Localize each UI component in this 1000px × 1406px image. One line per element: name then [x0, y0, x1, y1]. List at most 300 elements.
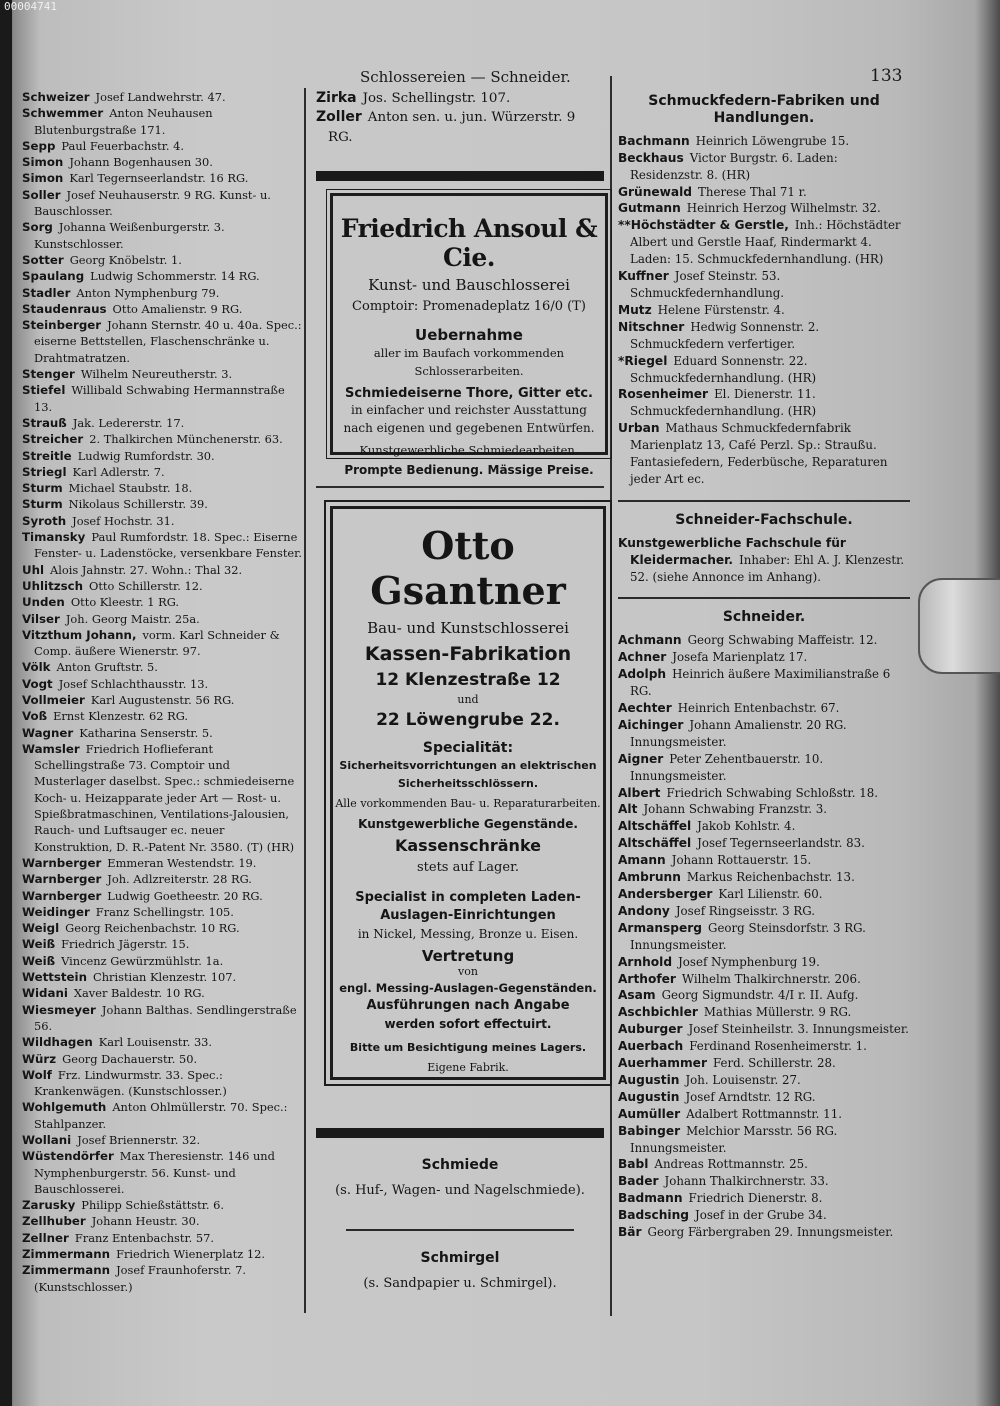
- directory-entry: [22, 105, 302, 138]
- directory-entry: [618, 920, 910, 954]
- entry-text: Anton Gruftstr. 5.: [56, 660, 158, 675]
- entry-text: Joh. Louisenstr. 27.: [685, 1072, 801, 1087]
- directory-entry: [22, 692, 302, 708]
- directory-entry: [22, 627, 302, 660]
- entry-name: Augustin: [618, 1089, 680, 1104]
- entry-text: Josef Tegernseerlandstr. 83.: [697, 836, 865, 851]
- directory-entry: [618, 649, 910, 666]
- directory-entry: [22, 855, 302, 871]
- entry-name: **Höchstädter & Gerstle,: [618, 218, 789, 233]
- entry-name: Andony: [618, 903, 670, 918]
- ad-line: von: [458, 965, 478, 978]
- entry-name: Vogt: [22, 676, 53, 691]
- entry-name: Babl: [618, 1157, 649, 1172]
- entry-text: Heinrich Herzog Wilhelmstr. 32.: [686, 201, 881, 216]
- entry-text: Johann Rottauerstr. 15.: [671, 853, 812, 868]
- entry-name: Auerbach: [618, 1039, 684, 1054]
- entry-text: Paul Feuerbachstr. 4.: [61, 138, 184, 153]
- directory-entry: [618, 700, 910, 717]
- entry-name: Vollmeier: [22, 692, 85, 707]
- entry-text: Josef Nymphenburg 19.: [678, 954, 820, 969]
- entry-name: Uhl: [22, 562, 45, 577]
- entry-text: Karl Lilienstr. 60.: [718, 886, 823, 901]
- entry-name: Simon: [22, 171, 64, 186]
- entry-text: Heinrich Entenbachstr. 67.: [677, 701, 840, 715]
- entry-name: Badsching: [618, 1208, 689, 1223]
- directory-entry: [22, 1067, 302, 1100]
- entry-name: Bader: [618, 1174, 659, 1189]
- directory-entry: [22, 301, 302, 317]
- directory-entry: [22, 382, 302, 415]
- entry-name: Achmann: [618, 633, 682, 648]
- entry-name: Wollani: [22, 1133, 72, 1147]
- entry-name: Armansperg: [618, 920, 703, 935]
- directory-entry: [22, 219, 302, 252]
- directory-entry: [316, 108, 604, 147]
- entry-text: Johann Bogenhausen 30.: [69, 155, 213, 170]
- entry-name: Widani: [22, 986, 68, 1001]
- entry-name: Aichinger: [618, 717, 684, 732]
- entry-name: Wüstendörfer: [22, 1149, 114, 1164]
- entry-text: Helene Fürstenstr. 4.: [657, 302, 785, 317]
- ad-firm-name: Otto Gsantner: [370, 523, 566, 613]
- directory-entry: [618, 319, 910, 353]
- entry-text: Josef Hochstr. 31.: [72, 513, 175, 528]
- entry-text: Katharina Senserstr. 5.: [79, 725, 213, 740]
- entry-name: Babinger: [618, 1123, 681, 1138]
- entry-name: Wettstein: [22, 970, 87, 985]
- entry-name: Achner: [618, 650, 667, 665]
- page-number: 133: [870, 66, 903, 86]
- entry-name: Augustin: [618, 1072, 680, 1087]
- directory-entry: [22, 676, 302, 692]
- entry-name: Weiß: [22, 937, 56, 952]
- entry-name: Völk: [22, 660, 51, 675]
- ad-line: 12 Klenzestraße 12: [375, 670, 561, 690]
- ad-line: Bau- und Kunstschlosserei: [367, 619, 569, 637]
- directory-entry: [618, 1156, 910, 1173]
- directory-entry: [22, 1148, 302, 1197]
- thick-rule: [316, 171, 604, 181]
- entry-text: Johanna Weißenburgerstr. 3. Kunstschlosser.: [34, 220, 225, 251]
- entry-text: Josef Schlachthausstr. 13.: [58, 676, 209, 691]
- directory-entry: [22, 611, 302, 627]
- entry-text: Ferdinand Rosenheimerstr. 1.: [689, 1039, 867, 1054]
- section-subheading: (s. Sandpapier u. Schmirgel).: [363, 1275, 557, 1291]
- directory-entry: [22, 415, 302, 431]
- thin-rule: [618, 597, 910, 599]
- directory-entry: [22, 1002, 302, 1035]
- directory-entry: [618, 751, 910, 785]
- entry-text: Johann Balthas. Sendlingerstraße 56.: [34, 1002, 297, 1033]
- directory-entry: [618, 535, 910, 586]
- directory-entry: [22, 741, 302, 855]
- directory-entry: [22, 920, 302, 936]
- directory-entry: [22, 138, 302, 154]
- ad-firm-name: Friedrich Ansoul & Cie.: [340, 214, 598, 272]
- section-heading-schmirgel: Schmirgel: [420, 1249, 500, 1266]
- entry-name: Zimmermann: [22, 1263, 111, 1278]
- directory-entry: [618, 852, 910, 869]
- entry-text: Georg Schwabing Maffeistr. 12.: [687, 633, 878, 648]
- entry-name: Zimmermann: [22, 1247, 111, 1262]
- entry-text: Georg Knöbelstr. 1.: [69, 252, 182, 267]
- entry-text: Friedrich Wienerplatz 12.: [116, 1247, 265, 1262]
- entry-name: Streicher: [22, 432, 84, 447]
- entry-name: Uhlitzsch: [22, 578, 83, 593]
- entry-name: Urban: [618, 421, 660, 436]
- thin-rule: [316, 486, 604, 488]
- directory-entry: [618, 1072, 910, 1089]
- entry-text: Philipp Schießstättstr. 6.: [81, 1198, 225, 1213]
- entry-text: Ernst Klenzestr. 62 RG.: [53, 709, 189, 724]
- entry-name: Weidinger: [22, 904, 90, 919]
- ad-line: Prompte Bedienung. Mässige Preise.: [344, 463, 594, 477]
- column-divider-left: [304, 88, 306, 1313]
- ad-line: Schmiedeiserne Thore, Gitter etc.: [344, 386, 593, 401]
- entry-text: Ludwig Goetheestr. 20 RG.: [107, 888, 263, 903]
- directory-entry: [618, 954, 910, 971]
- advertisement-ansoul: [330, 193, 608, 477]
- directory-entry: [618, 1004, 910, 1021]
- entry-text: Ferd. Schillerstr. 28.: [712, 1056, 836, 1071]
- entry-name: Altschäffel: [618, 836, 692, 851]
- entry-name: Arnhold: [618, 954, 673, 969]
- entry-text: Mathaus Schmuckfedernfabrik Marienplatz 13, Café Perzl. Sp.: Straußu. Fantasiefedern, Federbüsche, Reparaturen jeder Art ec.: [630, 421, 888, 486]
- directory-entry: [22, 936, 302, 952]
- entry-text: Alois Jahnstr. 27. Wohn.: Thal 32.: [50, 562, 243, 577]
- entry-text: Josef Neuhauserstr. 9 RG. Kunst- u. Bauschlosser.: [34, 187, 271, 219]
- ad-line: in Nickel, Messing, Bronze u. Eisen.: [357, 927, 579, 941]
- directory-entry: [618, 353, 910, 387]
- directory-entry: [618, 1190, 910, 1207]
- section-heading: Schmuckfedern-Fabriken und: [648, 93, 880, 109]
- entry-name: Auerhammer: [618, 1056, 707, 1071]
- directory-entry: [618, 1089, 910, 1106]
- entry-text: Jakob Kohlstr. 4.: [697, 819, 796, 834]
- entry-name: Streitle: [22, 448, 72, 463]
- entry-text: Ludwig Rumfordstr. 30.: [77, 448, 215, 463]
- entry-name: Voß: [22, 709, 48, 724]
- ad-line: Eigene Fabrik.: [427, 1061, 509, 1074]
- entry-name: Ambrunn: [618, 870, 681, 885]
- entry-name: Aechter: [618, 701, 672, 715]
- ad-line: und: [457, 693, 479, 706]
- directory-entry: [618, 133, 910, 150]
- ad-line: Alle vorkommenden Bau- u. Reparaturarbeiten.: [335, 797, 601, 810]
- entry-name: Andersberger: [618, 886, 713, 901]
- entry-name: Rosenheimer: [618, 387, 709, 402]
- section-heading: Schneider.: [722, 609, 806, 626]
- directory-entry: [618, 217, 910, 268]
- entry-name: Gutmann: [618, 201, 681, 216]
- entry-text: Adalbert Rottmannstr. 11.: [686, 1106, 842, 1121]
- entry-text: Otto Schillerstr. 12.: [88, 578, 203, 593]
- entry-text: Johann Sternstr. 40 u. 40a. Spec.: eiserne Bettstellen, Flaschenschränke u. Drahtmatratzen.: [34, 318, 302, 365]
- directory-entry: [22, 1246, 302, 1262]
- entry-name: Sturm: [22, 481, 63, 496]
- directory-entry: [22, 1262, 302, 1295]
- directory-entry: [618, 886, 910, 903]
- entry-text: Johann Heustr. 30.: [91, 1214, 200, 1229]
- directory-entry: [618, 1106, 910, 1123]
- entry-text: Markus Reichenbachstr. 13.: [686, 870, 855, 885]
- section-heading: Handlungen.: [713, 109, 815, 126]
- entry-text: Anton Neuhausen Blutenburgstraße 171.: [34, 106, 213, 137]
- ad-line: Kassenschränke: [394, 836, 542, 855]
- entry-text: Paul Rumfordstr. 18. Spec.: Eiserne Fenster- u. Ladenstöcke, versenkbare Fenster.: [34, 530, 302, 561]
- entry-name: Strauß: [22, 415, 67, 430]
- advertisement-gsantner: [330, 506, 606, 1080]
- directory-entry: [618, 386, 910, 420]
- entry-text: Anton Nymphenburg 79.: [76, 285, 220, 300]
- entry-name: Unden: [22, 595, 65, 610]
- entry-text: Karl Louisenstr. 33.: [98, 1035, 213, 1050]
- entry-name: *Riegel: [618, 353, 668, 368]
- directory-entry: [22, 513, 302, 529]
- entry-text: El. Dienerstr. 11. Schmuckfedernhandlung. (HR): [630, 387, 817, 419]
- directory-entry: [618, 150, 910, 184]
- ad-line: Kunstgewerbliche Gegenstände.: [358, 817, 578, 831]
- entry-text: Inhaber: Ehl A. J. Klenzestr. 52. (siehe Annonce im Anhang).: [630, 552, 905, 584]
- entry-name: Auburger: [618, 1022, 683, 1037]
- entry-text: Karl Tegernseerlandstr. 16 RG.: [69, 171, 249, 186]
- directory-entry: [22, 1213, 302, 1229]
- entry-name: Nitschner: [618, 319, 685, 334]
- entry-name: Wildhagen: [22, 1035, 93, 1050]
- directory-entry: [22, 1051, 302, 1067]
- directory-entry: [618, 200, 910, 217]
- entry-name: Stiefel: [22, 383, 66, 398]
- directory-entry: [618, 302, 910, 319]
- entry-text: Eduard Sonnenstr. 22. Schmuckfedernhandlung. (HR): [630, 353, 817, 385]
- directory-entry: [22, 953, 302, 969]
- entry-name: Weigl: [22, 921, 60, 936]
- entry-name: Amann: [618, 853, 666, 868]
- entry-text: Andreas Rottmannstr. 25.: [654, 1157, 808, 1172]
- entry-name: Sturm: [22, 497, 63, 512]
- entry-text: Otto Kleestr. 1 RG.: [70, 595, 180, 610]
- entry-name: Adolph: [618, 667, 667, 682]
- entry-name: Beckhaus: [618, 150, 684, 165]
- entry-name: Weiß: [22, 953, 56, 968]
- directory-entry: [22, 1099, 302, 1132]
- directory-entry: [22, 170, 302, 186]
- entry-text: Otto Amalienstr. 9 RG.: [112, 301, 243, 316]
- entry-name: Arthofer: [618, 971, 676, 986]
- entry-text: Jos. Schellingstr. 107.: [362, 91, 511, 106]
- entry-text: Josef Landwehrstr. 47.: [95, 90, 226, 104]
- entry-text: Therese Thal 71 r.: [698, 184, 807, 199]
- ad-line: Specialität:: [422, 740, 514, 756]
- column-right: [618, 89, 910, 1241]
- entry-text: Joh. Adlzreiterstr. 28 RG.: [107, 872, 252, 887]
- entry-text: Heinrich Löwengrube 15.: [695, 133, 850, 148]
- book-binding: [0, 0, 12, 1406]
- entry-text: Wilhelm Thalkirchnerstr. 206.: [681, 971, 861, 986]
- directory-entry: [618, 801, 910, 818]
- directory-entry: [22, 562, 302, 578]
- entry-text: Johann Thalkirchnerstr. 33.: [664, 1174, 829, 1189]
- entry-name: Wohlgemuth: [22, 1100, 107, 1115]
- entry-text: Nikolaus Schillerstr. 39.: [68, 497, 208, 512]
- entry-name: Albert: [618, 785, 661, 800]
- entry-text: Georg Sigmundstr. 4/I r. II. Aufg.: [661, 988, 859, 1003]
- ad-line: Sicherheitsschlössern.: [397, 777, 538, 790]
- entry-text: Peter Zehentbauerstr. 10. Innungsmeister.: [630, 751, 824, 783]
- entry-name: Alt: [618, 802, 638, 817]
- entry-text: Victor Burgstr. 6. Laden: Residenzstr. 8. (HR): [630, 150, 838, 182]
- thin-rule: [346, 1229, 574, 1231]
- directory-entry: [618, 268, 910, 302]
- entry-name: Timansky: [22, 530, 86, 545]
- entry-text: Johann Amalienstr. 20 RG. Innungsmeister.: [630, 717, 847, 749]
- entry-name: Stenger: [22, 367, 75, 382]
- directory-entry: [618, 987, 910, 1004]
- directory-entry: [618, 1123, 910, 1157]
- entry-name: Vilser: [22, 611, 60, 626]
- directory-entry: [618, 971, 910, 988]
- entry-name: Zirka: [316, 90, 357, 106]
- entry-name: Schwemmer: [22, 106, 104, 121]
- section-subheading: (s. Huf-, Wagen- und Nagelschmiede).: [335, 1183, 585, 1199]
- directory-entry: [618, 1173, 910, 1190]
- directory-entry: [22, 431, 302, 447]
- directory-entry: [618, 1207, 910, 1224]
- entry-text: Anton Ohlmüllerstr. 70. Spec.: Stahlpanzer.: [34, 1100, 288, 1131]
- entry-text: Melchior Marsstr. 56 RG. Innungsmeister.: [630, 1123, 838, 1155]
- entry-name: Bachmann: [618, 133, 690, 148]
- entry-text: Josefa Marienplatz 17.: [672, 650, 808, 665]
- entry-name: Steinberger: [22, 318, 102, 333]
- directory-entry: [316, 89, 604, 108]
- ad-line: Sicherheitsvorrichtungen an elektrischen: [339, 759, 597, 772]
- entry-text: Josef Arndtstr. 12 RG.: [685, 1089, 816, 1104]
- entry-name: Badmann: [618, 1191, 683, 1206]
- directory-entry: [22, 708, 302, 724]
- ad-line: werden sofort effectuirt.: [384, 1017, 552, 1031]
- column-middle: [316, 89, 604, 191]
- directory-entry: [22, 1034, 302, 1050]
- entry-name: Zellhuber: [22, 1214, 86, 1229]
- directory-entry: [22, 1230, 302, 1246]
- entry-text: Inh.: Höchstädter Albert und Gerstle Haaf, Rindermarkt 4. Laden: 15. Schmuckfedernhandlung. (HR): [630, 218, 901, 267]
- directory-entry: [22, 252, 302, 268]
- entry-text: Josef in der Grube 34.: [694, 1208, 827, 1223]
- entry-name: Wiesmeyer: [22, 1002, 96, 1017]
- entry-text: Joh. Georg Maistr. 25a.: [65, 611, 200, 626]
- entry-text: Michael Staubstr. 18.: [68, 481, 193, 496]
- directory-entry: [618, 1224, 910, 1241]
- entry-name: Mutz: [618, 302, 652, 317]
- entry-text: Mathias Müllerstr. 9 RG.: [703, 1005, 852, 1020]
- directory-entry: [618, 666, 910, 700]
- entry-text: Josef Steinstr. 53. Schmuckfedernhandlung.: [630, 269, 784, 300]
- ad-line: 22 Löwengrube 22.: [376, 710, 560, 730]
- ad-line: in einfacher und reichster Ausstattung: [351, 403, 587, 417]
- ad-line: Vertretung: [421, 947, 515, 965]
- entry-text: Franz Entenbachstr. 57.: [74, 1230, 215, 1245]
- entry-text: Josef Steinheilstr. 3. Innungsmeister.: [688, 1022, 909, 1037]
- ad-line: Kassen-Fabrikation: [364, 643, 572, 665]
- directory-entry: [22, 317, 302, 366]
- entry-text: Karl Adlerstr. 7.: [72, 464, 165, 479]
- entry-text: Friedrich Dienerstr. 8.: [688, 1191, 823, 1206]
- directory-entry: [22, 285, 302, 301]
- section-heading-schmiede: Schmiede: [421, 1157, 499, 1173]
- entry-text: Jak. Ledererstr. 17.: [72, 415, 185, 430]
- directory-entry: [618, 184, 910, 201]
- column-left: [22, 89, 302, 1295]
- entry-text: Karl Augustenstr. 56 RG.: [90, 692, 235, 707]
- directory-entry: [618, 717, 910, 751]
- entry-text: Wilhelm Neureutherstr. 3.: [80, 367, 233, 382]
- entry-name: Sepp: [22, 138, 56, 153]
- directory-entry: [22, 529, 302, 562]
- entry-text: Georg Steinsdorfstr. 3 RG. Innungsmeister.: [630, 920, 866, 952]
- entry-name: Zoller: [316, 109, 362, 126]
- scan-id: 00004741: [4, 0, 57, 13]
- entry-text: Max Theresienstr. 146 und Nymphenburgerstr. 56. Kunst- und Bauschlosserei.: [34, 1149, 275, 1196]
- entry-text: Hedwig Sonnenstr. 2. Schmuckfedern verfertiger.: [630, 319, 820, 351]
- entry-name: Striegl: [22, 464, 67, 479]
- entry-text: Frz. Lindwurmstr. 33. Spec.: Krankenwägen. (Kunstschlosser.): [34, 1067, 227, 1099]
- entry-text: Christian Klenzestr. 107.: [92, 970, 237, 985]
- directory-entry: [22, 1197, 302, 1213]
- directory-entry: [22, 725, 302, 741]
- entry-name: Schweizer: [22, 90, 90, 104]
- directory-entry: [618, 1055, 910, 1072]
- ad-line: Kunst- und Bauschlosserei: [368, 276, 570, 294]
- entry-name: Syroth: [22, 513, 67, 528]
- entry-name: Altschäffel: [618, 819, 692, 834]
- entry-name: Warnberger: [22, 888, 102, 903]
- ad-line: engl. Messing-Auslagen-Gegenständen.: [339, 981, 597, 995]
- directory-entry: [22, 594, 302, 610]
- entry-text: Friedrich Hoflieferant Schellingstraße 73. Comptoir und Musterlager daselbst. Spec.: schmiedeiserne Koch- u. Heizapparate jeder Art — Rost- u. Spießbratmaschinen, Ventilations-Jalousien, Rauch- und Luftsauger ec. neuer Konstruktion, D. R.-Patent Nr. 3580. (T) (HR): [34, 741, 295, 854]
- section-heading: Schneider-Fachschule.: [675, 511, 853, 528]
- entry-text: Heinrich äußere Maximilianstraße 6 RG.: [630, 667, 891, 699]
- entry-name: Kunstgewerbliche Fachschule für Kleidermacher.: [618, 535, 846, 567]
- directory-entry: [618, 903, 910, 920]
- directory-entry: [22, 659, 302, 675]
- entry-name: Aschbichler: [618, 1005, 698, 1020]
- directory-entry: [22, 268, 302, 284]
- directory-entry: [22, 871, 302, 887]
- entry-name: Wagner: [22, 725, 74, 740]
- directory-entry: [22, 496, 302, 512]
- entry-text: Emmeran Westendstr. 19.: [107, 855, 257, 870]
- entry-name: Stadler: [22, 285, 71, 300]
- entry-text: 2. Thalkirchen Münchenerstr. 63.: [89, 432, 283, 447]
- entry-text: Josef Briennerstr. 32.: [77, 1133, 201, 1147]
- directory-entry: [22, 985, 302, 1001]
- ad-line: Uebernahme: [415, 326, 523, 344]
- entry-text: Georg Färbergraben 29. Innungsmeister.: [647, 1225, 894, 1240]
- entry-text: Ludwig Schommerstr. 14 RG.: [90, 269, 260, 284]
- entry-name: Vitzthum Johann,: [22, 627, 137, 642]
- entry-name: Würz: [22, 1051, 57, 1066]
- entry-text: Georg Dachauerstr. 50.: [62, 1051, 198, 1066]
- entry-name: Spaulang: [22, 269, 85, 284]
- directory-entry: [618, 1021, 910, 1038]
- directory-entry: [22, 904, 302, 920]
- directory-entry: [22, 448, 302, 464]
- thick-rule: [316, 1128, 604, 1138]
- directory-entry: [618, 1038, 910, 1055]
- entry-name: Staudenraus: [22, 301, 107, 316]
- entry-text: Johann Schwabing Franzstr. 3.: [643, 802, 828, 817]
